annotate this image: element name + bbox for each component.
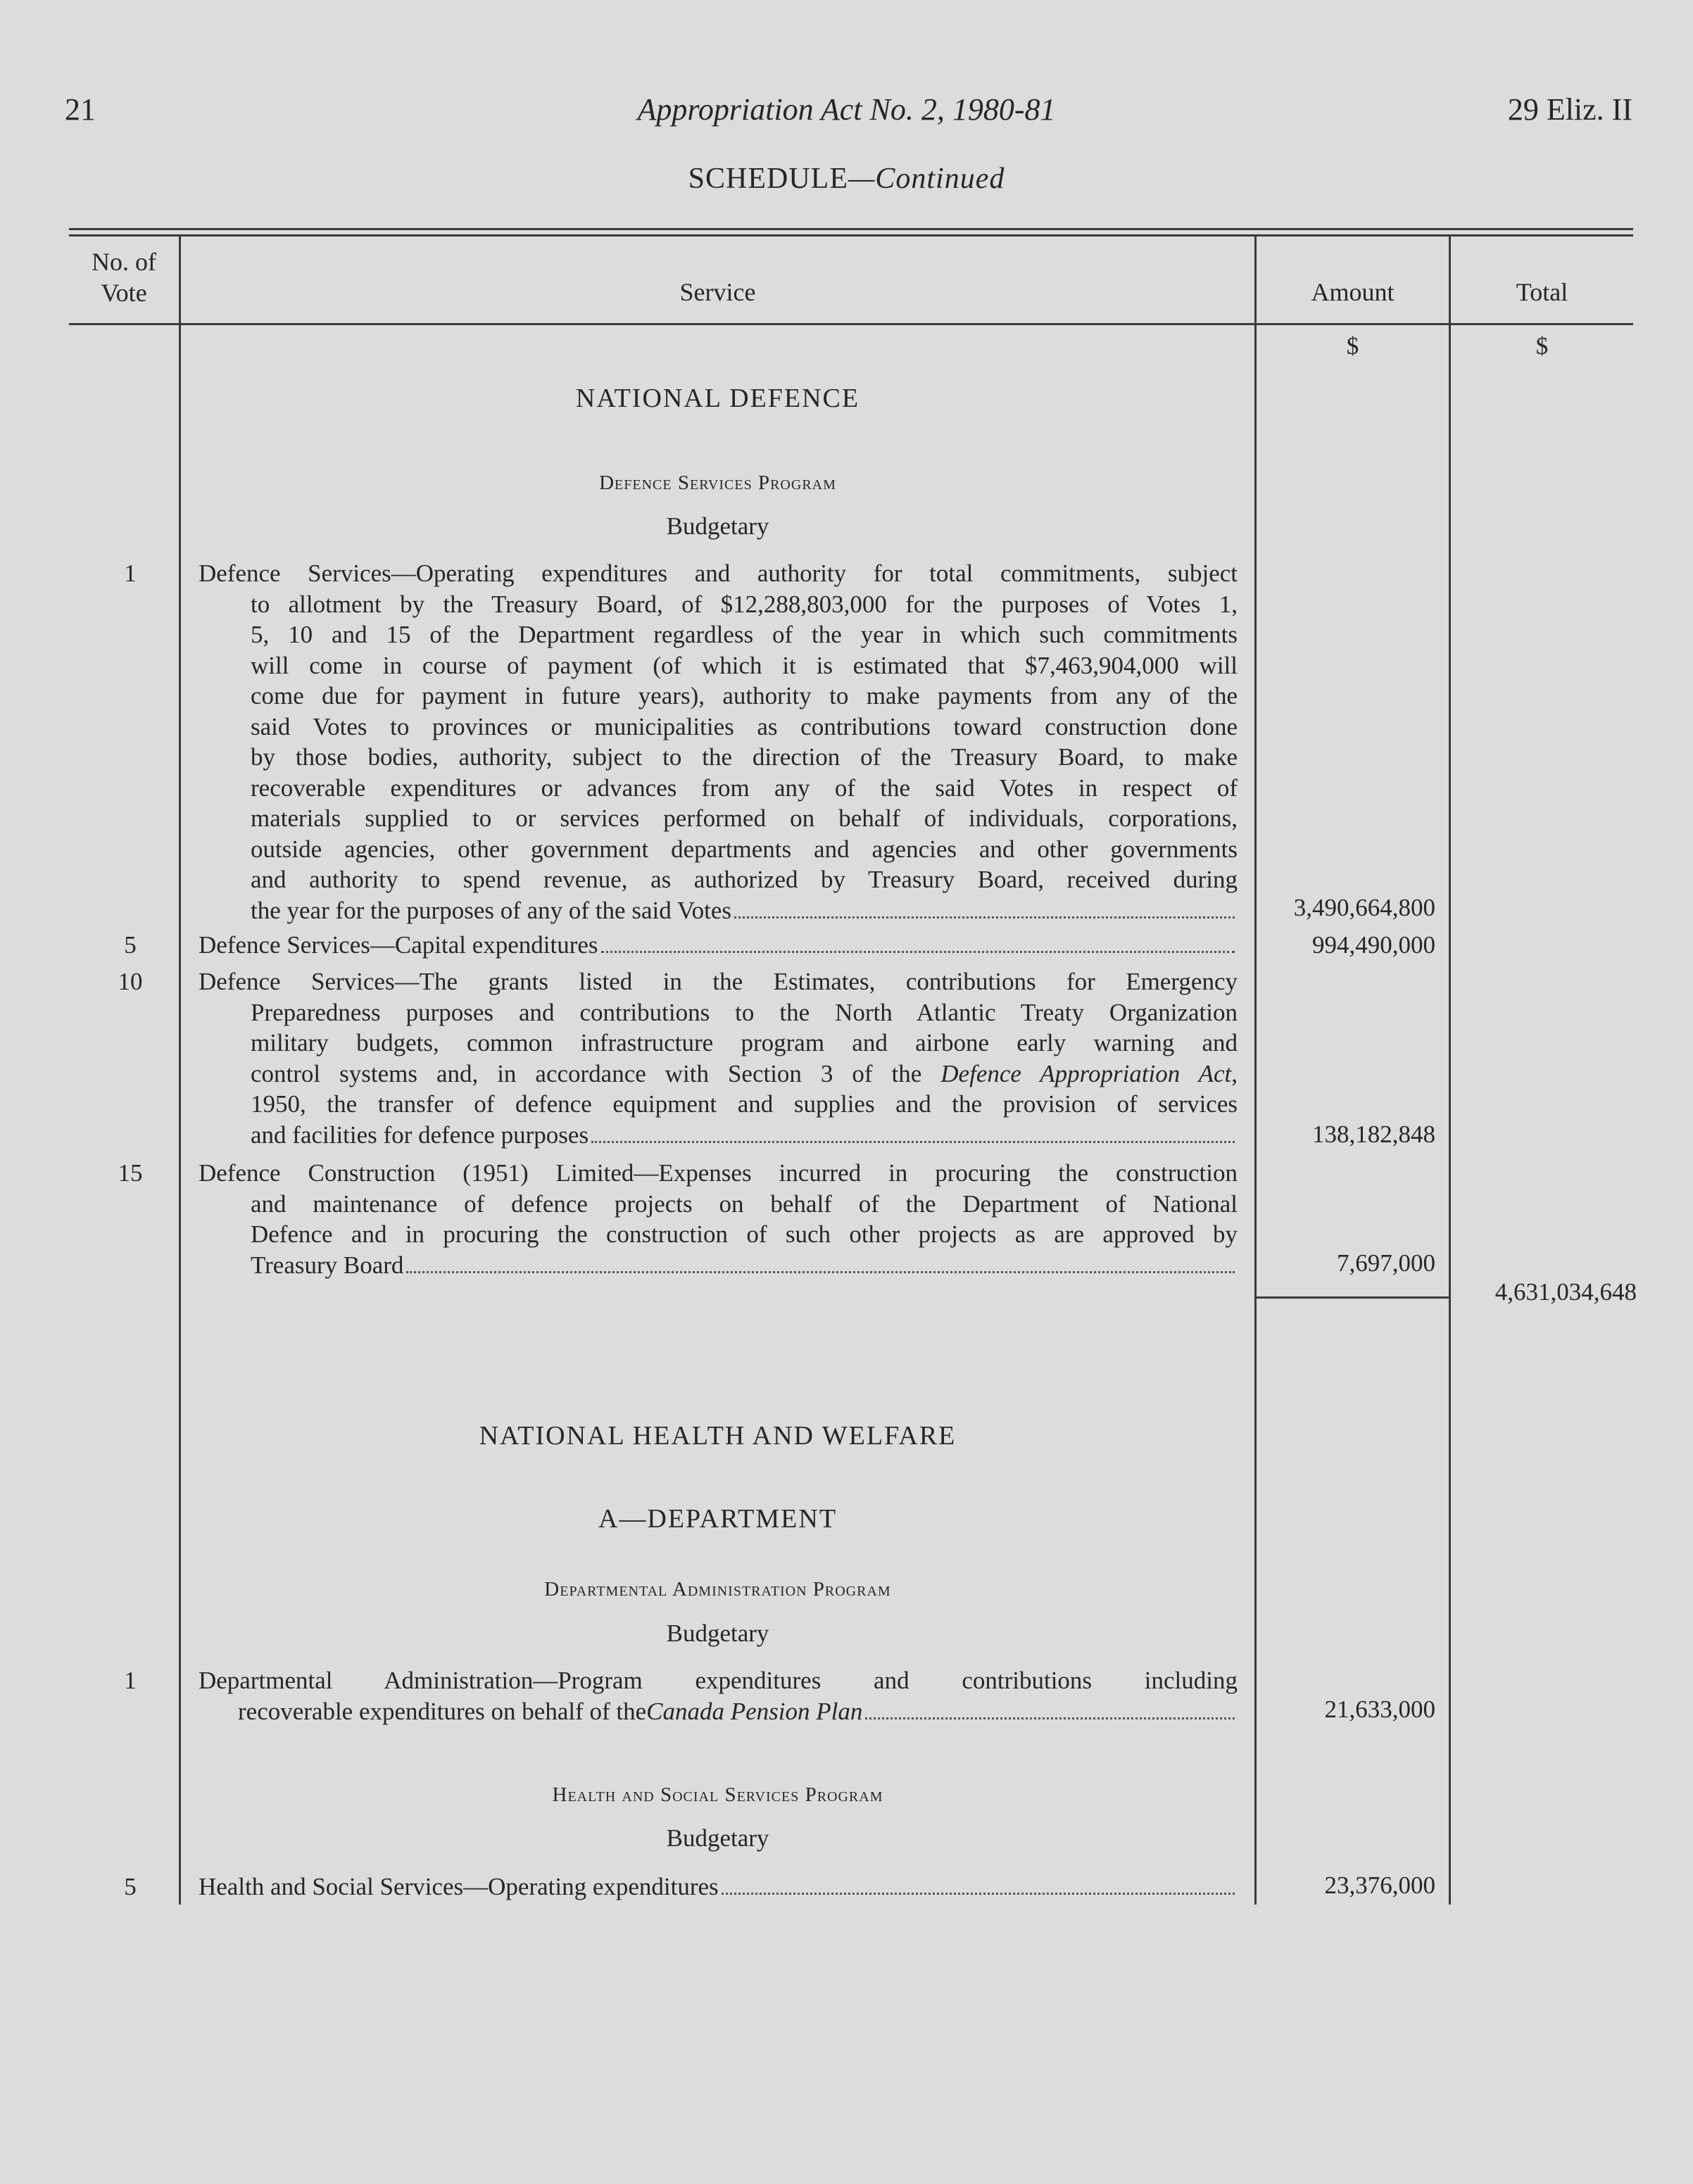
description-line: come due for payment in future years), authority to make payments from any of the xyxy=(251,682,1238,709)
program-heading-defence-services: Defence Services Program xyxy=(599,472,836,494)
budgetary-label: Budgetary xyxy=(666,512,769,540)
schedule-continued: —Continued xyxy=(848,163,1005,195)
subtotal-rule xyxy=(1257,1296,1449,1299)
description-line xyxy=(199,1059,1238,1090)
vote-description xyxy=(199,1871,1238,1902)
description-line: Preparedness purposes and contributions to the North Atlantic Treaty Organization xyxy=(251,998,1238,1026)
section-heading-national-defence: NATIONAL DEFENCE xyxy=(575,384,860,413)
dot-leader xyxy=(734,916,1235,919)
dot-leader xyxy=(601,951,1235,953)
vote-description xyxy=(199,558,1238,926)
amount-column-left-divider xyxy=(1254,236,1257,1905)
description-line: to allotment by the Treasury Board, of $12,288,803,000 for the purposes of Votes 1, xyxy=(251,590,1238,618)
vote-header-line2: Vote xyxy=(101,279,147,307)
amount-value: 994,490,000 xyxy=(1312,931,1435,959)
amount-value: 3,490,664,800 xyxy=(1293,894,1435,921)
description-line: recoverable expenditures or advances from any of the said Votes in respect of xyxy=(251,774,1238,802)
description-line: 1950, the transfer of defence equipment and supplies and the provision of services xyxy=(251,1090,1238,1118)
description-last-line xyxy=(199,895,1238,926)
vote-header-line1: No. of xyxy=(92,248,156,276)
description-text: recoverable expenditures on behalf of the xyxy=(238,1697,647,1725)
vote-number: 5 xyxy=(124,1873,137,1900)
vote-number: 1 xyxy=(124,1667,137,1694)
description-line: and authority to spend revenue, as authorized by Treasury Board, received during xyxy=(251,866,1238,893)
description-line: outside agencies, other government departments and agencies and other governments xyxy=(251,835,1238,863)
description-line: Health and Social Services—Operating expenditures xyxy=(199,1873,719,1900)
amount-value: 23,376,000 xyxy=(1324,1871,1435,1899)
dot-leader xyxy=(865,1717,1235,1719)
vote-description xyxy=(199,1158,1238,1280)
description-text: control systems and, in accordance with Section 3 of the xyxy=(251,1059,941,1087)
description-line: said Votes to provinces or municipalities as contributions toward construction done xyxy=(251,712,1238,740)
amount-value: 21,633,000 xyxy=(1324,1696,1435,1723)
vote-number: 15 xyxy=(118,1159,143,1187)
description-last-line xyxy=(199,1250,1238,1281)
dot-leader xyxy=(722,1893,1235,1895)
total-column-header: Total xyxy=(1516,278,1568,306)
description-line: Defence and in procuring the construction of such other projects as are approved by xyxy=(251,1220,1238,1248)
table-top-rule xyxy=(69,228,1633,230)
vote-number: 5 xyxy=(124,931,137,959)
dot-leader xyxy=(591,1141,1235,1143)
description-line: Defence Construction (1951) Limited—Expenses incurred in procuring the construction xyxy=(199,1159,1238,1187)
description-line: Departmental Administration—Program expenditures and contributions including xyxy=(199,1667,1238,1694)
description-line: the year for the purposes of any of the said Votes xyxy=(251,896,731,924)
description-line: military budgets, common infrastructure program and airbone early warning and xyxy=(251,1029,1238,1056)
page-number: 21 xyxy=(65,92,96,127)
total-column-divider xyxy=(1449,236,1451,1905)
vote-description xyxy=(199,966,1238,1150)
amount-currency: $ xyxy=(1346,332,1359,360)
amount-column-header: Amount xyxy=(1311,278,1395,306)
service-column-header: Service xyxy=(679,278,756,306)
budgetary-label: Budgetary xyxy=(666,1620,769,1647)
program-heading-departmental-administration: Departmental Administration Program xyxy=(544,1578,891,1601)
description-last-line xyxy=(199,1871,1238,1902)
vote-column-header xyxy=(69,246,179,308)
program-heading-health-social-services: Health and Social Services Program xyxy=(552,1784,883,1806)
description-line: 5, 10 and 15 of the Department regardless of the year in which such commitments xyxy=(251,621,1238,648)
act-title: Defence Appropriation Act xyxy=(940,1059,1232,1087)
header-bottom-rule xyxy=(69,323,1633,325)
page-title: Appropriation Act No. 2, 1980-81 xyxy=(637,92,1056,127)
table-top-rule-2 xyxy=(69,234,1633,236)
section-heading-national-health: NATIONAL HEALTH AND WELFARE xyxy=(479,1421,957,1451)
total-currency: $ xyxy=(1535,332,1549,360)
description-last-line xyxy=(199,930,1238,961)
description-line: and maintenance of defence projects on behalf of the Department of National xyxy=(251,1189,1238,1218)
vote-number: 10 xyxy=(118,968,143,995)
regnal-year: 29 Eliz. II xyxy=(1507,92,1632,127)
description-line: Defence Services—Operating expenditures and authority for total commitments, subject xyxy=(199,560,1238,587)
description-line: and facilities for defence purposes xyxy=(251,1121,589,1149)
subsection-heading-department: A—DEPARTMENT xyxy=(598,1504,838,1534)
budgetary-label: Budgetary xyxy=(666,1824,769,1852)
description-line: by those bodies, authority, subject to the direction of the Treasury Board, to make xyxy=(251,743,1238,771)
amount-value: 7,697,000 xyxy=(1337,1249,1435,1277)
schedule-label: SCHEDULE xyxy=(688,163,848,195)
dot-leader xyxy=(406,1271,1235,1273)
section-total: 4,631,034,648 xyxy=(1494,1278,1637,1306)
plan-title: Canada Pension Plan xyxy=(646,1697,863,1725)
description-line: Defence Services—The grants listed in the Estimates, contributions for Emergency xyxy=(199,968,1238,995)
vote-description xyxy=(199,930,1238,961)
description-text: , xyxy=(1231,1059,1238,1087)
schedule-title xyxy=(0,162,1693,196)
vote-description xyxy=(199,1665,1238,1727)
description-line: Treasury Board xyxy=(251,1251,404,1279)
description-line: Defence Services—Capital expenditures xyxy=(199,931,598,959)
description-line: will come in course of payment (of which it is estimated that $7,463,904,000 will xyxy=(251,651,1238,679)
description-line: materials supplied to or services performed on behalf of individuals, corporations, xyxy=(251,804,1238,832)
description-last-line xyxy=(199,1696,1238,1727)
description-last-line xyxy=(199,1120,1238,1151)
amount-value: 138,182,848 xyxy=(1312,1121,1435,1148)
vote-number: 1 xyxy=(124,560,137,587)
